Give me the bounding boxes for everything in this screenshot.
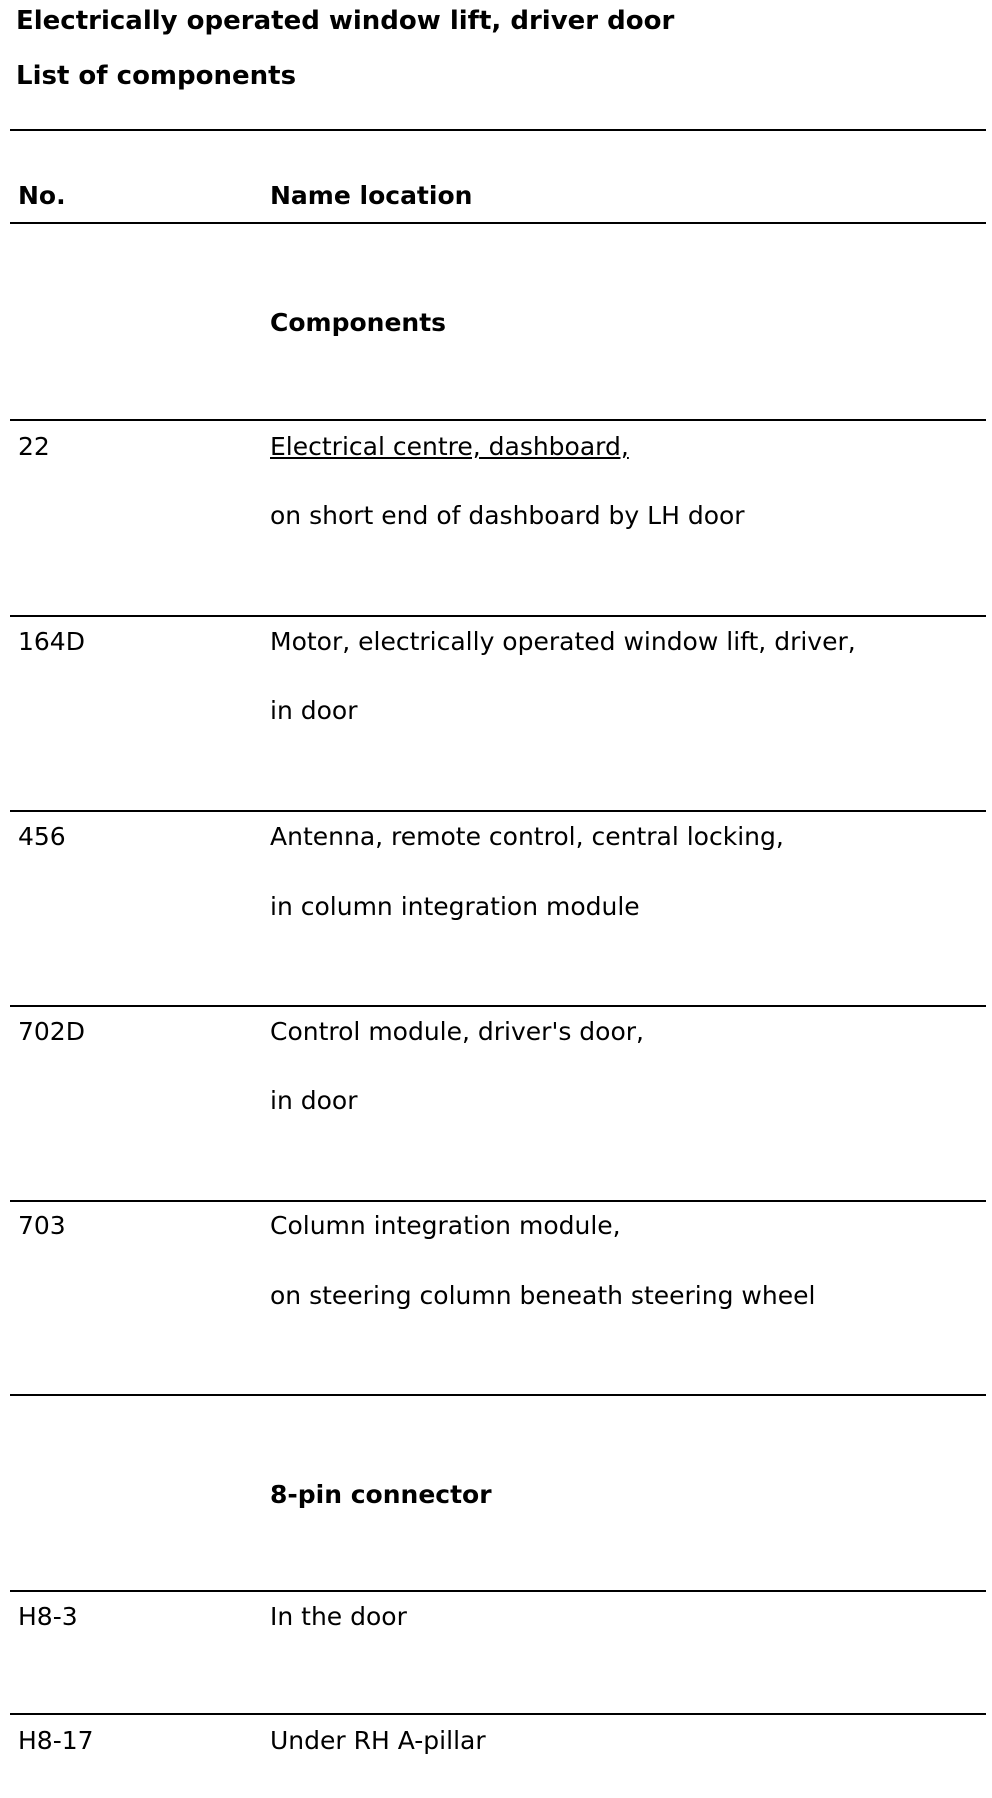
- row-number: H8-3: [18, 1602, 78, 1631]
- row-divider: [10, 1590, 986, 1592]
- section-divider: [10, 1394, 986, 1396]
- component-location: in column integration module: [270, 892, 640, 921]
- row-divider: [10, 1713, 986, 1715]
- table-top-rule: [10, 129, 986, 131]
- row-divider: [10, 615, 986, 617]
- component-name: Column integration module,: [270, 1211, 621, 1240]
- section-heading-connector: 8-pin connector: [270, 1480, 492, 1509]
- document-subtitle: List of components: [16, 61, 297, 91]
- component-location: in door: [270, 696, 358, 725]
- component-name: Antenna, remote control, central locking,: [270, 822, 784, 851]
- component-location: on steering column beneath steering wheel: [270, 1281, 816, 1310]
- connector-location: Under RH A-pillar: [270, 1726, 486, 1755]
- connector-location: In the door: [270, 1602, 407, 1631]
- column-header-name-location: Name location: [270, 181, 473, 210]
- component-name: Motor, electrically operated window lift, driver,: [270, 627, 856, 656]
- row-number: 702D: [18, 1017, 85, 1046]
- row-number: 22: [18, 432, 50, 461]
- row-number: 164D: [18, 627, 85, 656]
- header-bottom-rule: [10, 222, 986, 224]
- row-divider: [10, 1005, 986, 1007]
- component-location: in door: [270, 1086, 358, 1115]
- row-divider: [10, 419, 986, 421]
- component-name: Control module, driver's door,: [270, 1017, 644, 1046]
- row-number: H8-17: [18, 1726, 94, 1755]
- component-location: on short end of dashboard by LH door: [270, 501, 745, 530]
- row-divider: [10, 810, 986, 812]
- document-title: Electrically operated window lift, driver door: [16, 6, 675, 36]
- row-divider: [10, 1200, 986, 1202]
- component-name-link[interactable]: Electrical centre, dashboard,: [270, 432, 629, 461]
- row-number: 703: [18, 1211, 66, 1240]
- section-heading-components: Components: [270, 308, 447, 337]
- row-number: 456: [18, 822, 66, 851]
- column-header-no: No.: [18, 181, 66, 210]
